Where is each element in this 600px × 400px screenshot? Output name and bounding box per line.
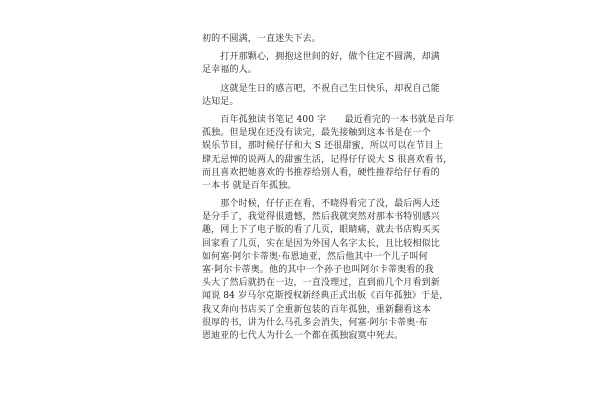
text-line: 是分手了，我觉得很遗憾，然后我就突然对那本书特别感兴 [202,212,440,223]
text-line: 如何塞·阿尔卡蒂奥·布恩迪亚，然后他其中一个儿子叫何 [202,251,428,262]
text-line: 闻说 84 岁马尔克斯授权新经典正式出版《百年孤独》于是， [202,291,449,302]
text-line: 娱乐节目，那时候仔仔和大 S 还很甜蜜，所以可以在节目上 [202,141,444,152]
text-line: 恩迪亚的七代人为什么一个都在孤独寂寞中死去。 [202,330,404,341]
text-line: 那个时候，仔仔正在看，不晓得看完了没，最后两人还 [202,199,440,210]
text-line: 初的不圆满，一直迷失下去。 [202,34,321,44]
text-line: 回家看了几页，实在是因为外国人名字太长，且比较相似比 [202,238,440,249]
text-line: 而且喜欢把她喜欢的书推荐给别人看，硬性推荐给仔仔看的 [202,167,440,178]
text-line: 达知足。 [202,96,239,107]
text-line: 塞·阿尔卡蒂奥。他的其中一个孙子也叫阿尔卡蒂奥看的我 [202,265,434,275]
text-line: 打开那颗心，拥抱这世间的好，做个往定不圆满，却满 [202,52,440,63]
text-line: 趣，网上下了电子版的看了几页，眼睛痛，就去书店购买买 [202,225,440,236]
text-line: 头大了然后就扔在一边，一直没理过，直到前几个月看到新 [202,278,440,289]
text-line: 很厚的书，讲为什么马孔多会消失，何塞·阿尔卡蒂奥·布 [202,317,428,328]
text-line: 这就是生日的感言吧，不祝自己生日快乐，却祝自己能 [202,83,440,94]
text-line: 我又奔向书店买了全重新包装的百年孤独，重新翻看这本 [202,304,431,315]
text-line: 孤独。但是现在还没有读完，最先接触到这本书是在一个 [202,128,431,139]
text-line: 肆无忌惮的说两人的甜蜜生活，记得仔仔说大 S 很喜欢看书， [202,154,453,165]
text-line: 百年孤独读书笔记 400 字 最近看完的一本书就是百年 [202,114,455,125]
text-line: 足幸福的人。 [202,65,257,76]
document-body [202,33,455,343]
text-line: 一本书 就是百年孤独。 [202,180,297,191]
